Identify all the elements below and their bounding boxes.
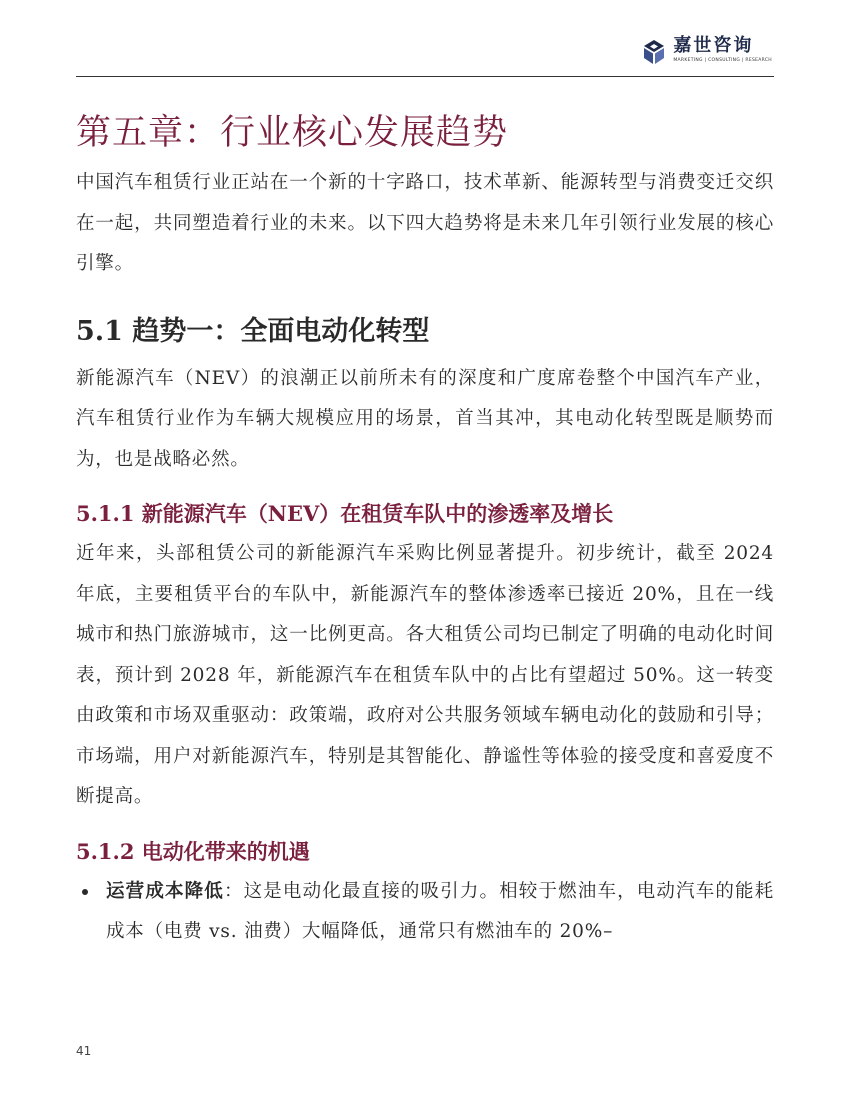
page-number: 41 — [76, 1044, 92, 1058]
logo-mark-icon — [640, 38, 668, 66]
chapter-title: 第五章：行业核心发展趋势 — [76, 113, 509, 153]
section-5-1-1-heading: 5.1.1 新能源汽车（NEV）在租赁车队中的渗透率及增长 — [76, 501, 614, 526]
section-5-1-1-paragraph: 近年来，头部租赁公司的新能源汽车采购比例显著提升。初步统计，截至 2024 年底，主要租赁平台的车队中，新能源汽车的整体渗透率已接近 20%，且在一线城市和热门旅游城市，这一比例更高。各大租赁公司均已制定了明确的电动化时间表，预计到 2028 年，新能源汽车在租赁车队中的占比有望超过 50%。这一转变由政策和市场双重驱动：政策端，政府对公共服务领域车辆电动化的鼓励和引导；市场端，用户对新能源汽车，特别是其智能化、静谧性等体验的接受度和喜爱度不断提高。 — [76, 543, 774, 807]
section-5-1-paragraph: 新能源汽车（NEV）的浪潮正以前所未有的深度和广度席卷整个中国汽车产业，汽车租赁行业作为车辆大规模应用的场景，首当其冲，其电动化转型既是顺势而为，也是战略必然。 — [76, 367, 774, 470]
bullet-term: 运营成本降低 — [106, 880, 224, 902]
page-header — [76, 30, 774, 77]
bullet-dot-icon — [82, 889, 88, 895]
logo-tagline: MARKETING | CONSULTING | RESEARCH — [673, 58, 772, 63]
bullet-text: ：这是电动化最直接的吸引力。相较于燃油车，电动汽车的能耗成本（电费 vs. 油费）大幅降低，通常只有燃油车的 20%– — [106, 880, 774, 942]
bullet-item — [76, 872, 774, 953]
chapter-intro: 中国汽车租赁行业正站在一个新的十字路口，技术革新、能源转型与消费变迁交织在一起，共同塑造着行业的未来。以下四大趋势将是未来几年引领行业发展的核心引擎。 — [76, 172, 774, 274]
company-logo — [640, 36, 772, 70]
page-content — [76, 108, 774, 953]
logo-name: 嘉世咨询 — [673, 35, 754, 56]
section-5-1-heading: 5.1 趋势一：全面电动化转型 — [76, 315, 430, 347]
section-5-1-2-heading: 5.1.2 电动化带来的机遇 — [76, 838, 310, 864]
